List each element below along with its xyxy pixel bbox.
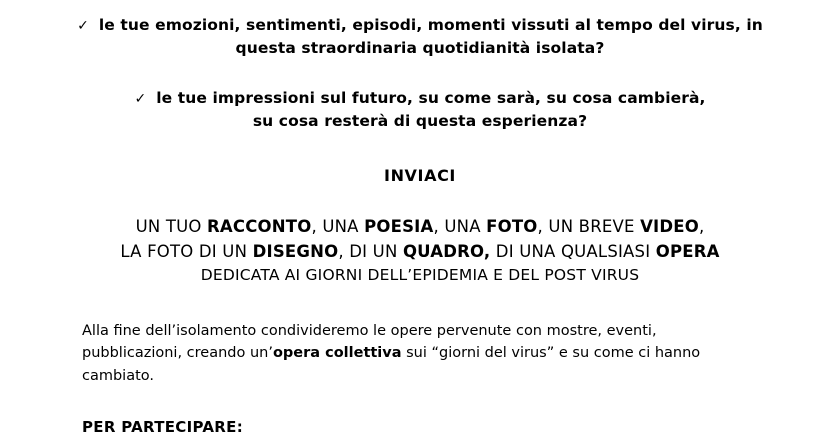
caps-line-1: UN TUO RACCONTO, UNA POESIA, UNA FOTO, UN BREVE VIDEO, <box>135 216 705 236</box>
checkmark-icon: ✓ <box>77 18 89 34</box>
submission-types-block <box>60 215 780 288</box>
bullet-line-2: su cosa resterà di questa esperienza? <box>252 111 588 130</box>
checkmark-icon: ✓ <box>134 90 147 107</box>
list-item <box>60 14 780 59</box>
bullet-line-1: le tue impressioni sul futuro, su come sarà, su cosa cambierà, <box>156 88 706 107</box>
bullet-item-emozioni <box>60 14 780 59</box>
bullet-line-2: questa straordinaria quotidianità isolata? <box>235 38 605 57</box>
participation-heading: PER PARTECIPARE: <box>82 418 244 436</box>
description-paragraph: Alla fine dell’isolamento condivideremo le opere pervenute con mostre, eventi, pubblicazioni, creando un’opera collettiva sui “giorni del virus” e su come ci hanno cambiato. <box>82 322 701 385</box>
bullet-line-1: le tue emozioni, sentimenti, episodi, momenti vissuti al tempo del virus, in <box>98 16 763 34</box>
list-item <box>60 87 780 132</box>
caps-line-3: DEDICATA AI GIORNI DELL’EPIDEMIA E DEL POST VIRUS <box>200 266 640 285</box>
caps-line-2: LA FOTO DI UN DISEGNO, DI UN QUADRO, DI UNA QUALSIASI OPERA <box>120 241 720 261</box>
bullet-item-impressioni <box>60 87 780 132</box>
call-to-action-heading: INVIACI <box>384 165 456 185</box>
document-page <box>0 14 840 434</box>
